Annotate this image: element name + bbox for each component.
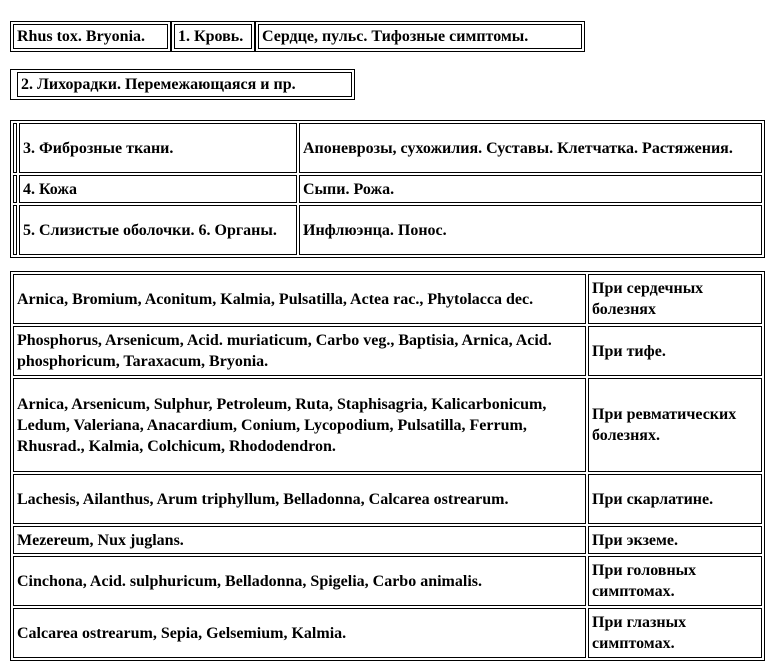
area-label: 3. Фиброзные ткани. <box>19 123 297 173</box>
table-row <box>13 474 762 524</box>
comparison-condition: При ревматических болезнях. <box>588 378 762 472</box>
comparison-condition: При головных симптомах. <box>588 556 762 606</box>
area-detail: Апоневрозы, сухожилия. Суставы. Клетчатка. Растяжения. <box>299 123 762 173</box>
header-item2: 2. Лихорадки. Перемежающаяся и пр. <box>17 72 352 97</box>
comparison-remedies: Calcarea ostrearum, Sepia, Gelsemium, Kalmia. <box>13 608 586 658</box>
area-detail: Сыпи. Рожа. <box>299 175 762 203</box>
table-row <box>13 274 762 324</box>
comparison-condition: При скарлатине. <box>588 474 762 524</box>
header-item1-detail-box <box>255 21 585 52</box>
comparison-remedies: Phosphorus, Arsenicum, Acid. muriaticum, Carbo veg., Baptisia, Arnica, Acid. phosphoricum, Taraxacum, Bryonia. <box>13 326 586 376</box>
comparisons-table <box>10 271 765 661</box>
comparison-remedies: Arnica, Arsenicum, Sulphur, Petroleum, Ruta, Staphisagria, Kalicarbonicum, Ledum, Valeriana, Anacardium, Conium, Lycopodium, Pulsatilla, Ferrum, Rhusrad., Kalmia, Colchicum, Rhododendron. <box>13 378 586 472</box>
comparison-remedies: Arnica, Bromium, Aconitum, Kalmia, Pulsatilla, Actea rac., Phytolacca dec. <box>13 274 586 324</box>
row-margin-cell <box>13 123 17 173</box>
table-row <box>13 205 762 255</box>
header-item1-box <box>171 21 255 52</box>
comparison-condition: При тифе. <box>588 326 762 376</box>
table-row <box>13 175 762 203</box>
comparison-remedies: Mezereum, Nux juglans. <box>13 526 586 554</box>
comparison-condition: При глазных симптомах. <box>588 608 762 658</box>
header-item2-box <box>10 69 355 100</box>
comparison-remedies: Lachesis, Ailanthus, Arum triphyllum, Belladonna, Calcarea ostrearum. <box>13 474 586 524</box>
area-detail: Инфлюэнца. Понос. <box>299 205 762 255</box>
table-row <box>13 326 762 376</box>
header-remedies: Rhus tox. Bryonia. <box>13 24 168 49</box>
areas-table <box>10 120 765 258</box>
row-margin-cell <box>13 205 17 255</box>
row-margin-cell <box>13 175 17 203</box>
table-row <box>13 526 762 554</box>
table-row <box>13 556 762 606</box>
table-row <box>13 378 762 472</box>
comparison-condition: При сердечных болезнях <box>588 274 762 324</box>
header-item1-detail: Сердце, пульс. Тифозные симптомы. <box>258 24 582 49</box>
comparison-remedies: Cinchona, Acid. sulphuricum, Belladonna, Spigelia, Carbo animalis. <box>13 556 586 606</box>
table-row <box>13 123 762 173</box>
header-remedies-box <box>10 21 171 52</box>
area-label: 4. Кожа <box>19 175 297 203</box>
table-row <box>13 608 762 658</box>
comparison-condition: При экземе. <box>588 526 762 554</box>
area-label: 5. Слизистые оболочки. 6. Органы. <box>19 205 297 255</box>
header-item1: 1. Кровь. <box>174 24 252 49</box>
